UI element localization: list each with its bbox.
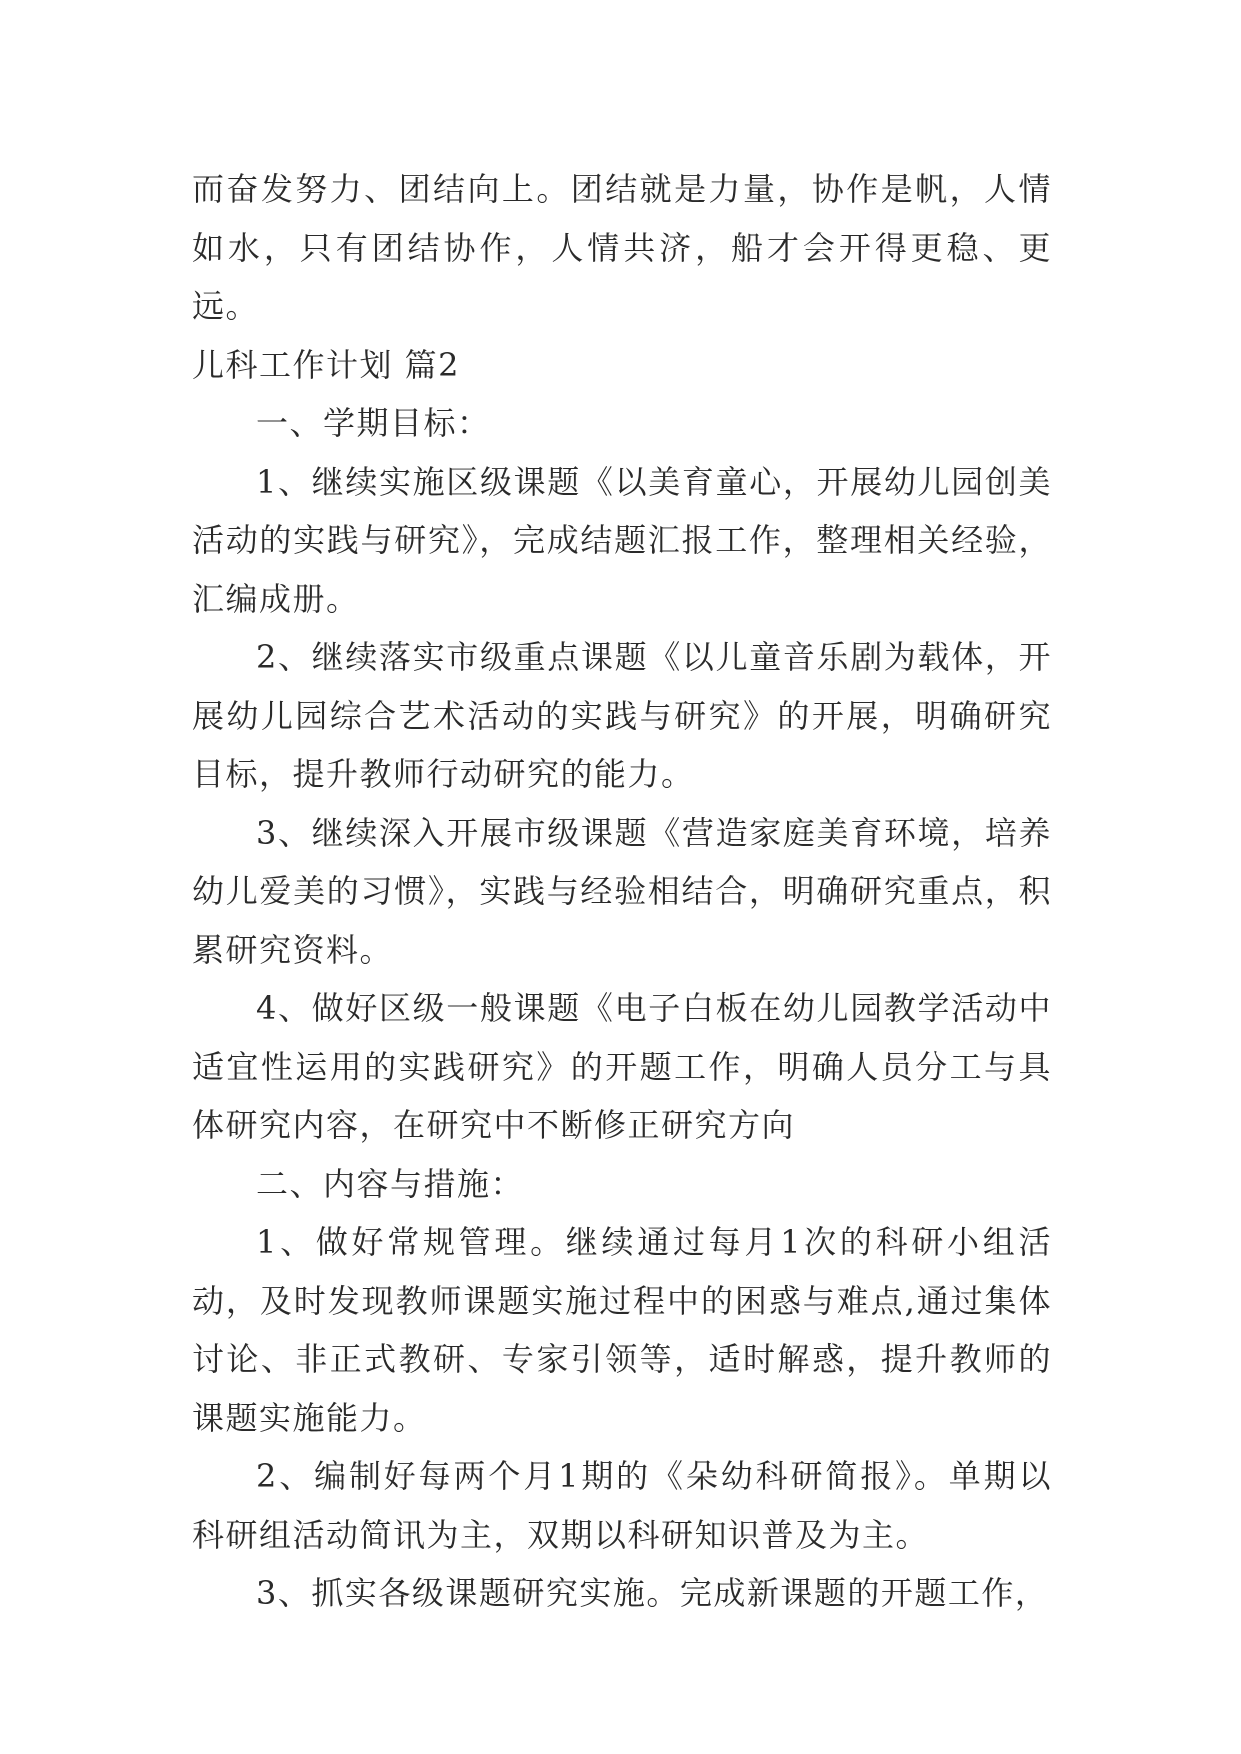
subheading-goals: 一、学期目标：: [256, 404, 491, 442]
goal-item-3: 3、继续深入开展市级课题《营造家庭美育环境，培养幼儿爱美的习惯》，实践与经验相结合，明确研究重点，积累研究资料。: [192, 813, 1052, 969]
section-heading: 儿科工作计划 篇2: [192, 345, 461, 384]
goal-item-4: 4、做好区级一般课题《电子白板在幼儿园教学活动中适宜性运用的实践研究》的开题工作，明确人员分工与具体研究内容，在研究中不断修正研究方向: [192, 989, 1052, 1144]
goal-item-1: 1、继续实施区级课题《以美育童心，开展幼儿园创美活动的实践与研究》，完成结题汇报工作，整理相关经验，汇编成册。: [192, 462, 1052, 618]
paragraph-continuation: 而奋发努力、团结向上。团结就是力量，协作是帆，人情如水，只有团结协作，人情共济，船才会开得更稳、更远。: [192, 170, 1052, 325]
document-body: [192, 160, 1052, 1623]
measure-item-3: 3、抓实各级课题研究实施。完成新课题的开题工作，: [256, 1574, 1049, 1612]
subheading-measures: 二、内容与措施：: [256, 1164, 525, 1203]
goal-item-2: 2、继续落实市级重点课题《以儿童音乐剧为载体，开展幼儿园综合艺术活动的实践与研究》的开展，明确研究目标，提升教师行动研究的能力。: [192, 638, 1052, 793]
measure-item-1: 1、做好常规管理。继续通过每月1次的科研小组活动，及时发现教师课题实施过程中的困惑与难点,通过集体讨论、非正式教研、专家引领等，适时解惑，提升教师的课题实施能力。: [192, 1223, 1052, 1437]
measure-item-2: 2、编制好每两个月1期的《朵幼科研简报》。单期以科研组活动简讯为主，双期以科研知识普及为主。: [192, 1457, 1052, 1554]
